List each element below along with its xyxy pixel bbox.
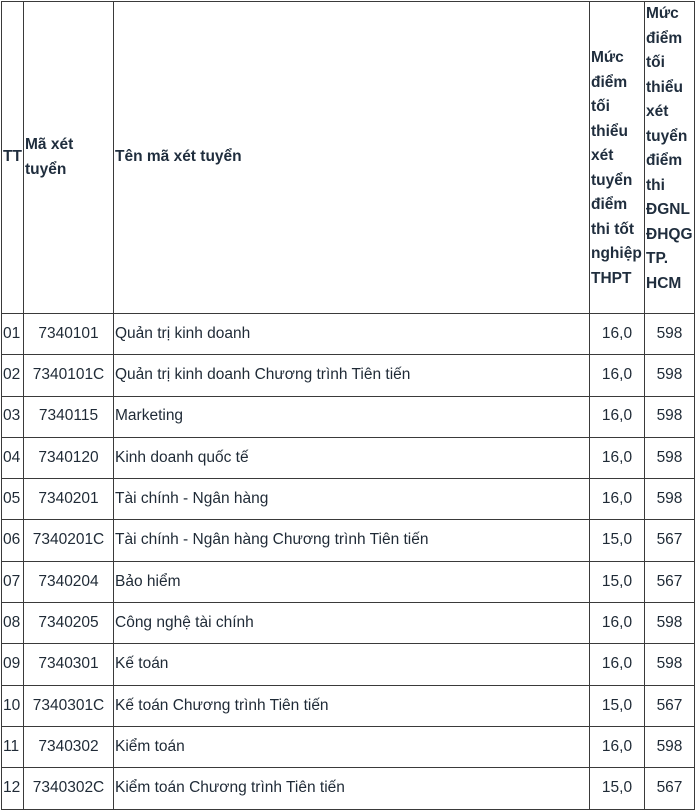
row-thpt-score: 15,0 <box>590 520 645 561</box>
row-name: Tài chính - Ngân hàng Chương trình Tiên tiến <box>114 520 590 561</box>
header-tt: TT <box>2 2 24 314</box>
row-dgnl-score: 567 <box>645 520 695 561</box>
row-code: 7340302C <box>24 768 114 809</box>
table-header <box>2 2 695 314</box>
table-row <box>2 644 695 685</box>
row-thpt-score: 16,0 <box>590 726 645 767</box>
row-dgnl-score: 598 <box>645 603 695 644</box>
row-name: Quản trị kinh doanh <box>114 314 590 355</box>
table-row <box>2 685 695 726</box>
row-tt: 01 <box>2 314 24 355</box>
row-code: 7340115 <box>24 396 114 437</box>
row-name: Kiểm toán <box>114 726 590 767</box>
row-name: Kế toán Chương trình Tiên tiến <box>114 685 590 726</box>
row-thpt-score: 15,0 <box>590 561 645 602</box>
table-row <box>2 355 695 396</box>
table-row <box>2 726 695 767</box>
row-thpt-score: 16,0 <box>590 355 645 396</box>
row-name: Quản trị kinh doanh Chương trình Tiên tiến <box>114 355 590 396</box>
row-tt: 10 <box>2 685 24 726</box>
row-thpt-score: 16,0 <box>590 396 645 437</box>
row-thpt-score: 16,0 <box>590 603 645 644</box>
row-dgnl-score: 598 <box>645 396 695 437</box>
row-name: Công nghệ tài chính <box>114 603 590 644</box>
table-row <box>2 396 695 437</box>
row-tt: 05 <box>2 479 24 520</box>
table-row <box>2 437 695 478</box>
row-dgnl-score: 598 <box>645 644 695 685</box>
row-name: Kiểm toán Chương trình Tiên tiến <box>114 768 590 809</box>
row-tt: 12 <box>2 768 24 809</box>
row-dgnl-score: 598 <box>645 355 695 396</box>
row-thpt-score: 15,0 <box>590 768 645 809</box>
row-code: 7340301 <box>24 644 114 685</box>
row-dgnl-score: 598 <box>645 479 695 520</box>
row-code: 7340204 <box>24 561 114 602</box>
row-dgnl-score: 598 <box>645 726 695 767</box>
row-tt: 04 <box>2 437 24 478</box>
header-row <box>2 2 695 314</box>
row-code: 7340302 <box>24 726 114 767</box>
row-name: Marketing <box>114 396 590 437</box>
table-row <box>2 314 695 355</box>
row-name: Bảo hiểm <box>114 561 590 602</box>
row-dgnl-score: 598 <box>645 314 695 355</box>
row-tt: 02 <box>2 355 24 396</box>
row-thpt-score: 15,0 <box>590 685 645 726</box>
table-body <box>2 314 695 810</box>
row-dgnl-score: 567 <box>645 685 695 726</box>
row-thpt-score: 16,0 <box>590 437 645 478</box>
row-code: 7340301C <box>24 685 114 726</box>
table-row <box>2 479 695 520</box>
row-code: 7340120 <box>24 437 114 478</box>
row-tt: 07 <box>2 561 24 602</box>
table-row <box>2 520 695 561</box>
row-tt: 06 <box>2 520 24 561</box>
row-dgnl-score: 567 <box>645 768 695 809</box>
row-code: 7340201C <box>24 520 114 561</box>
header-code: Mã xét tuyển <box>24 2 114 314</box>
table-row <box>2 768 695 809</box>
header-thpt-score: Mức điểm tối thiểu xét tuyển điểm thi tốt nghiệp THPT <box>590 2 645 314</box>
row-dgnl-score: 598 <box>645 437 695 478</box>
row-dgnl-score: 567 <box>645 561 695 602</box>
row-thpt-score: 16,0 <box>590 479 645 520</box>
row-thpt-score: 16,0 <box>590 314 645 355</box>
table-row <box>2 561 695 602</box>
row-code: 7340205 <box>24 603 114 644</box>
row-code: 7340201 <box>24 479 114 520</box>
table-row <box>2 603 695 644</box>
row-tt: 09 <box>2 644 24 685</box>
header-name: Tên mã xét tuyển <box>114 2 590 314</box>
row-name: Kế toán <box>114 644 590 685</box>
row-tt: 08 <box>2 603 24 644</box>
row-name: Kinh doanh quốc tế <box>114 437 590 478</box>
admission-score-table <box>1 1 695 810</box>
row-code: 7340101C <box>24 355 114 396</box>
row-tt: 03 <box>2 396 24 437</box>
row-code: 7340101 <box>24 314 114 355</box>
row-thpt-score: 16,0 <box>590 644 645 685</box>
row-name: Tài chính - Ngân hàng <box>114 479 590 520</box>
row-tt: 11 <box>2 726 24 767</box>
header-dgnl-score: Mức điểm tối thiểu xét tuyển điểm thi ĐGNL ĐHQG TP. HCM <box>645 2 695 314</box>
